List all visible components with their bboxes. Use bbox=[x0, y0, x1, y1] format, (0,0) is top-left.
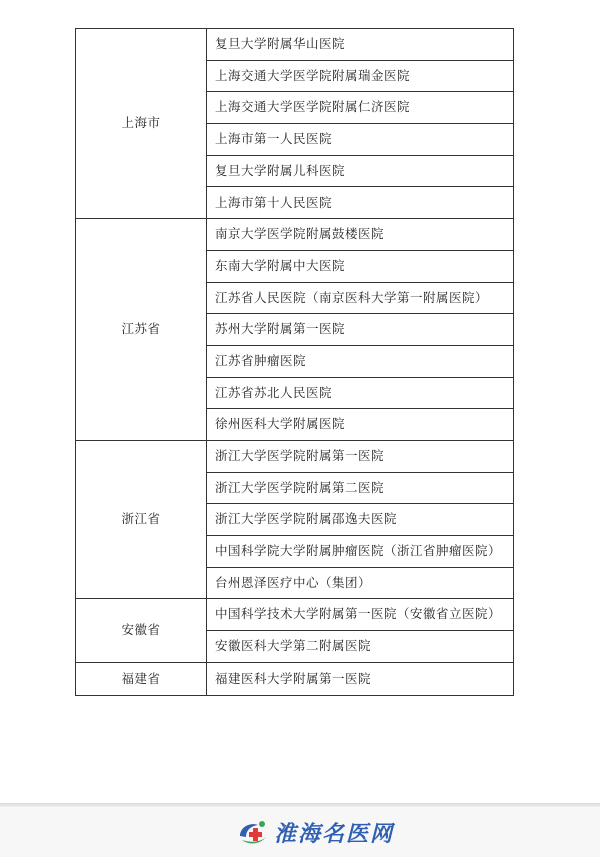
table-row bbox=[76, 219, 514, 251]
hospital-cross-icon bbox=[236, 817, 270, 847]
province-cell: 江苏省 bbox=[76, 219, 207, 441]
hospital-cell: 江苏省苏北人民医院 bbox=[207, 377, 514, 409]
hospital-cell: 台州恩泽医疗中心（集团） bbox=[207, 567, 514, 599]
hospital-cell: 江苏省肿瘤医院 bbox=[207, 345, 514, 377]
table-row bbox=[76, 599, 514, 631]
hospital-cell: 浙江大学医学院附属第二医院 bbox=[207, 472, 514, 504]
province-cell: 浙江省 bbox=[76, 440, 207, 598]
hospital-cell: 中国科学技术大学附属第一医院（安徽省立医院） bbox=[207, 599, 514, 631]
hospital-cell: 上海交通大学医学院附属仁济医院 bbox=[207, 92, 514, 124]
hospital-cell: 苏州大学附属第一医院 bbox=[207, 314, 514, 346]
logo-text: 淮海名医网 bbox=[273, 820, 394, 847]
hospital-cell: 浙江大学医学院附属第一医院 bbox=[207, 440, 514, 472]
hospital-cell: 复旦大学附属华山医院 bbox=[207, 29, 514, 61]
hospital-cell: 上海市第一人民医院 bbox=[207, 124, 514, 156]
hospital-cell: 复旦大学附属儿科医院 bbox=[207, 155, 514, 187]
table-row bbox=[76, 662, 514, 695]
hospital-cell: 江苏省人民医院（南京医科大学第一附属医院） bbox=[207, 282, 514, 314]
hospital-cell: 上海市第十人民医院 bbox=[207, 187, 514, 219]
site-logo[interactable] bbox=[236, 817, 394, 848]
hospital-cell: 安徽医科大学第二附属医院 bbox=[207, 631, 514, 663]
footer-bar bbox=[0, 807, 600, 857]
hospital-cell: 中国科学院大学附属肿瘤医院（浙江省肿瘤医院） bbox=[207, 536, 514, 568]
province-cell: 安徽省 bbox=[76, 599, 207, 662]
hospital-cell: 南京大学医学院附属鼓楼医院 bbox=[207, 219, 514, 251]
table-row bbox=[76, 440, 514, 472]
hospital-cell: 徐州医科大学附属医院 bbox=[207, 409, 514, 441]
hospital-cell: 东南大学附属中大医院 bbox=[207, 250, 514, 282]
table-row bbox=[76, 29, 514, 61]
hospital-cell: 浙江大学医学院附属邵逸夫医院 bbox=[207, 504, 514, 536]
hospital-table bbox=[75, 28, 514, 696]
province-cell: 福建省 bbox=[76, 662, 207, 695]
province-cell: 上海市 bbox=[76, 29, 207, 219]
hospital-cell: 福建医科大学附属第一医院 bbox=[207, 662, 514, 695]
hospital-cell: 上海交通大学医学院附属瑞金医院 bbox=[207, 60, 514, 92]
